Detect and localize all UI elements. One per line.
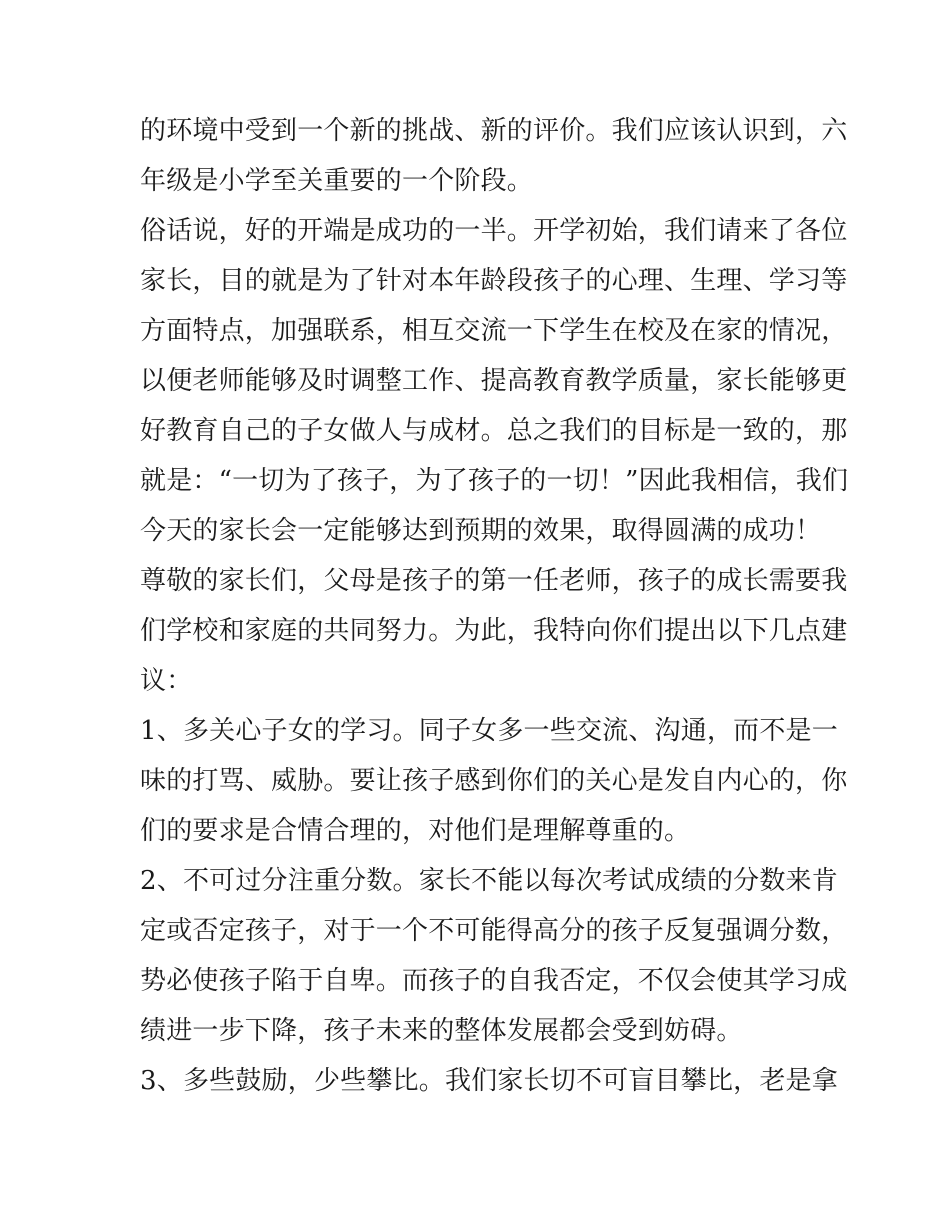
text-line: 以便老师能够及时调整工作、提高教育教学质量，家长能够更 <box>140 366 848 396</box>
text-line: 味的打骂、威胁。要让孩子感到你们的关心是发自内心的，你 <box>140 766 848 796</box>
text-line: 1、多关心子女的学习。同子女多一些交流、沟通，而不是一 <box>140 716 838 746</box>
text-line: 今天的家长会一定能够达到预期的效果，取得圆满的成功！ <box>140 516 822 546</box>
text-line: 定或否定孩子，对于一个不可能得高分的孩子反复强调分数， <box>140 916 848 946</box>
text-line: 们的要求是合情合理的，对他们是理解尊重的。 <box>140 816 691 846</box>
text-line: 们学校和家庭的共同努力。为此，我特向你们提出以下几点建 <box>140 616 848 646</box>
text-line: 家长，目的就是为了针对本年龄段孩子的心理、生理、学习等 <box>140 266 848 296</box>
text-line: 俗话说，好的开端是成功的一半。开学初始，我们请来了各位 <box>140 216 848 246</box>
text-line: 2、不可过分注重分数。家长不能以每次考试成绩的分数来肯 <box>140 866 838 896</box>
text-line: 议： <box>140 666 193 696</box>
text-line: 年级是小学至关重要的一个阶段。 <box>140 166 534 196</box>
text-line: 绩进一步下降，孩子未来的整体发展都会受到妨碍。 <box>140 1016 743 1046</box>
text-line: 3、多些鼓励，少些攀比。我们家长切不可盲目攀比，老是拿 <box>140 1066 838 1096</box>
text-line: 就是：“一切为了孩子，为了孩子的一切！”因此我相信，我们 <box>140 466 849 496</box>
text-line: 好教育自己的子女做人与成材。总之我们的目标是一致的，那 <box>140 416 848 446</box>
text-line: 方面特点，加强联系，相互交流一下学生在校及在家的情况， <box>140 316 848 346</box>
text-line: 的环境中受到一个新的挑战、新的评价。我们应该认识到，六 <box>140 116 848 146</box>
text-line: 尊敬的家长们，父母是孩子的第一任老师，孩子的成长需要我 <box>140 566 848 596</box>
document-body <box>140 106 849 1106</box>
text-line: 势必使孩子陷于自卑。而孩子的自我否定，不仅会使其学习成 <box>140 966 848 996</box>
